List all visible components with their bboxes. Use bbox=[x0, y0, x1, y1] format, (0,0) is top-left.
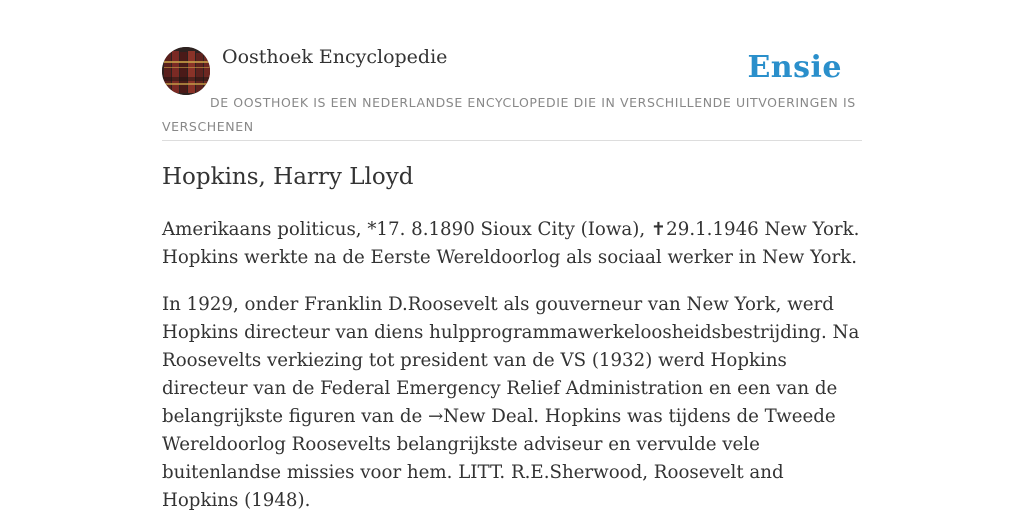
entry-body bbox=[162, 216, 862, 512]
entry-title: Hopkins, Harry Lloyd bbox=[162, 164, 414, 190]
source-avatar[interactable] bbox=[162, 47, 210, 95]
source-description: DE OOSTHOEK IS EEN NEDERLANDSE ENCYCLOPEDIE DIE IN VERSCHILLENDE UITVOERINGEN IS VERSCHENEN bbox=[162, 95, 856, 134]
article-page bbox=[162, 0, 862, 511]
ensie-logo[interactable]: Ensie bbox=[747, 50, 842, 85]
entry-paragraph: Amerikaans politicus, *17. 8.1890 Sioux City (Iowa), ✝29.1.1946 New York. Hopkins werkte na de Eerste Wereldoorlog als sociaal werker in New York. bbox=[162, 219, 860, 268]
source-title[interactable]: Oosthoek Encyclopedie bbox=[222, 46, 448, 68]
entry-paragraph: In 1929, onder Franklin D.Roosevelt als gouverneur van New York, werd Hopkins directeur van diens hulpprogrammawerkeloosheidsbestrijding. Na Roosevelts verkiezing tot president van de VS (1932) werd Hopkins directeur van de Federal Emergency Relief Administration en een van de belangrijkste figuren van de →New Deal. Hopkins was tijdens de Tweede Wereldoorlog Roosevelts belangrijkste adviseur en vervulde vele buitenlandse missies voor hem. LITT. R.E.Sherwood, Roosevelt and Hopkins (1948). bbox=[162, 294, 860, 511]
source-header bbox=[162, 0, 862, 141]
book-spines-icon bbox=[162, 47, 210, 95]
